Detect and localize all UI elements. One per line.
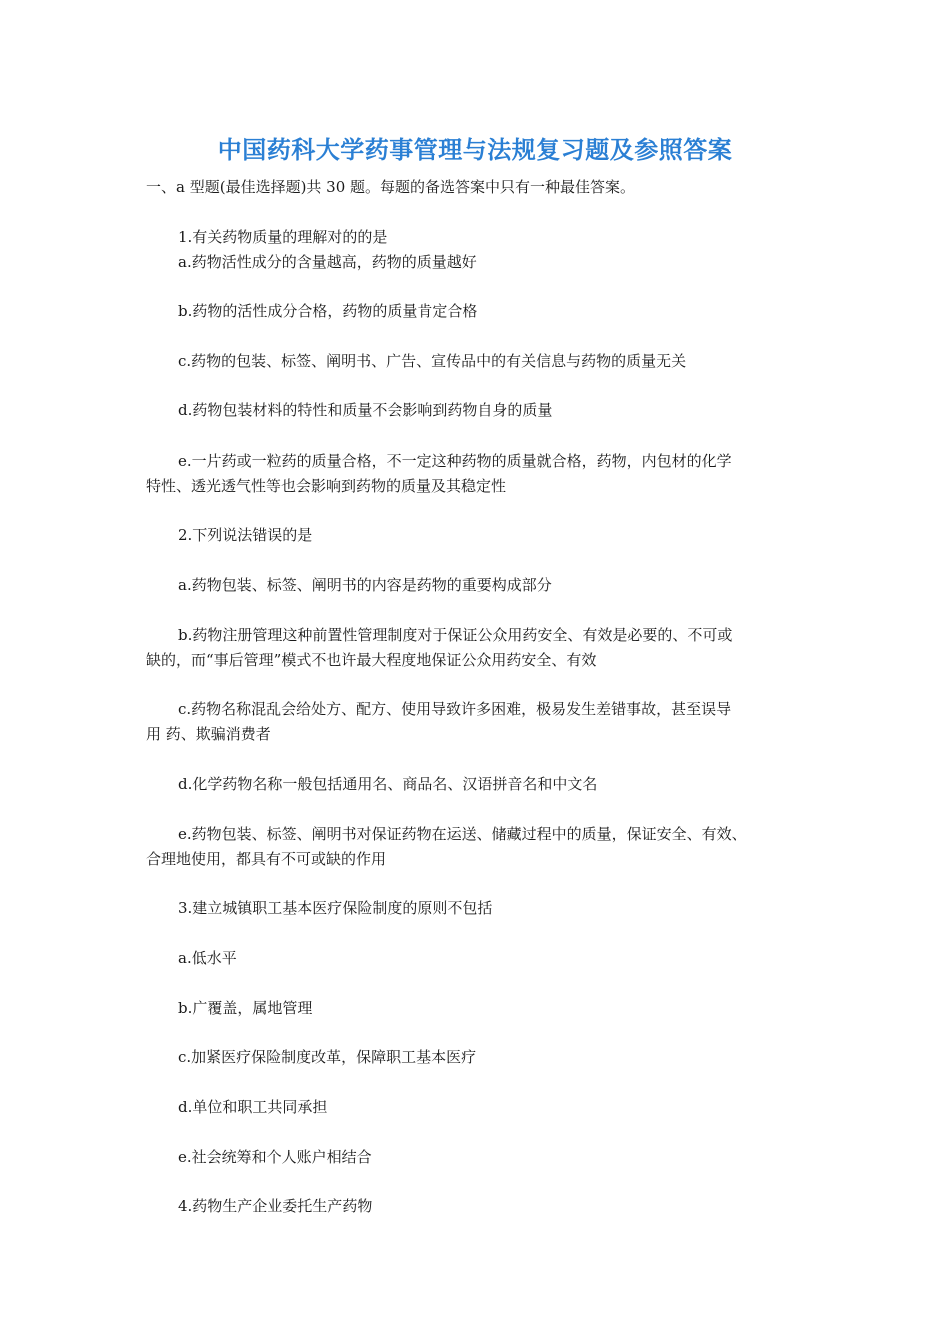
question-4-stem: 4.药物生产企业委托生产药物 (178, 1197, 373, 1215)
question-2-option-e-line1: e.药物包装、标签、阐明书对保证药物在运送、储藏过程中的质量，保证安全、有效、 (178, 825, 747, 843)
question-3-stem: 3.建立城镇职工基本医疗保险制度的原则不包括 (178, 899, 493, 917)
document-title: 中国药科大学药事管理与法规复习题及参照答案 (217, 135, 733, 164)
question-1-option-b: b.药物的活性成分合格，药物的质量肯定合格 (178, 302, 478, 320)
section-intro: 一、a 型题(最佳选择题)共 30 题。每题的备选答案中只有一种最佳答案。 (146, 178, 636, 196)
question-3-option-e: e.社会统筹和个人账户相结合 (178, 1148, 372, 1166)
question-2-option-a: a.药物包装、标签、阐明书的内容是药物的重要构成部分 (178, 576, 552, 594)
question-2-option-b-line2: 缺的，而“事后管理”模式不也许最大程度地保证公众用药安全、有效 (146, 651, 597, 669)
question-2-option-b-line1: b.药物注册管理这种前置性管理制度对于保证公众用药安全、有效是必要的、不可或 (178, 626, 733, 644)
question-2-option-d: d.化学药物名称一般包括通用名、商品名、汉语拼音名和中文名 (178, 775, 598, 793)
question-1-stem: 1.有关药物质量的理解对的的是 (178, 228, 388, 246)
question-1-option-a: a.药物活性成分的含量越高，药物的质量越好 (178, 253, 477, 271)
question-1-option-c: c.药物的包装、标签、阐明书、广告、宣传品中的有关信息与药物的质量无关 (178, 352, 687, 370)
question-2-option-e-line2: 合理地使用，都具有不可或缺的作用 (146, 850, 387, 868)
question-2-stem: 2.下列说法错误的是 (178, 526, 313, 544)
question-2-option-c-line1: c.药物名称混乱会给处方、配方、使用导致许多困难，极易发生差错事故，甚至误导 (178, 700, 732, 718)
question-1-option-e-line1: e.一片药或一粒药的质量合格，不一定这种药物的质量就合格，药物，内包材的化学 (178, 452, 732, 470)
question-1-option-e-line2: 特性、透光透气性等也会影响到药物的质量及其稳定性 (146, 477, 507, 495)
question-3-option-c: c.加紧医疗保险制度改革，保障职工基本医疗 (178, 1048, 477, 1066)
question-2-option-c-line2: 用 药、欺骗消费者 (146, 725, 271, 743)
question-3-option-a: a.低水平 (178, 949, 237, 967)
question-3-option-b: b.广覆盖，属地管理 (178, 999, 313, 1017)
question-3-option-d: d.单位和职工共同承担 (178, 1098, 328, 1116)
question-1-option-d: d.药物包装材料的特性和质量不会影响到药物自身的质量 (178, 401, 553, 419)
